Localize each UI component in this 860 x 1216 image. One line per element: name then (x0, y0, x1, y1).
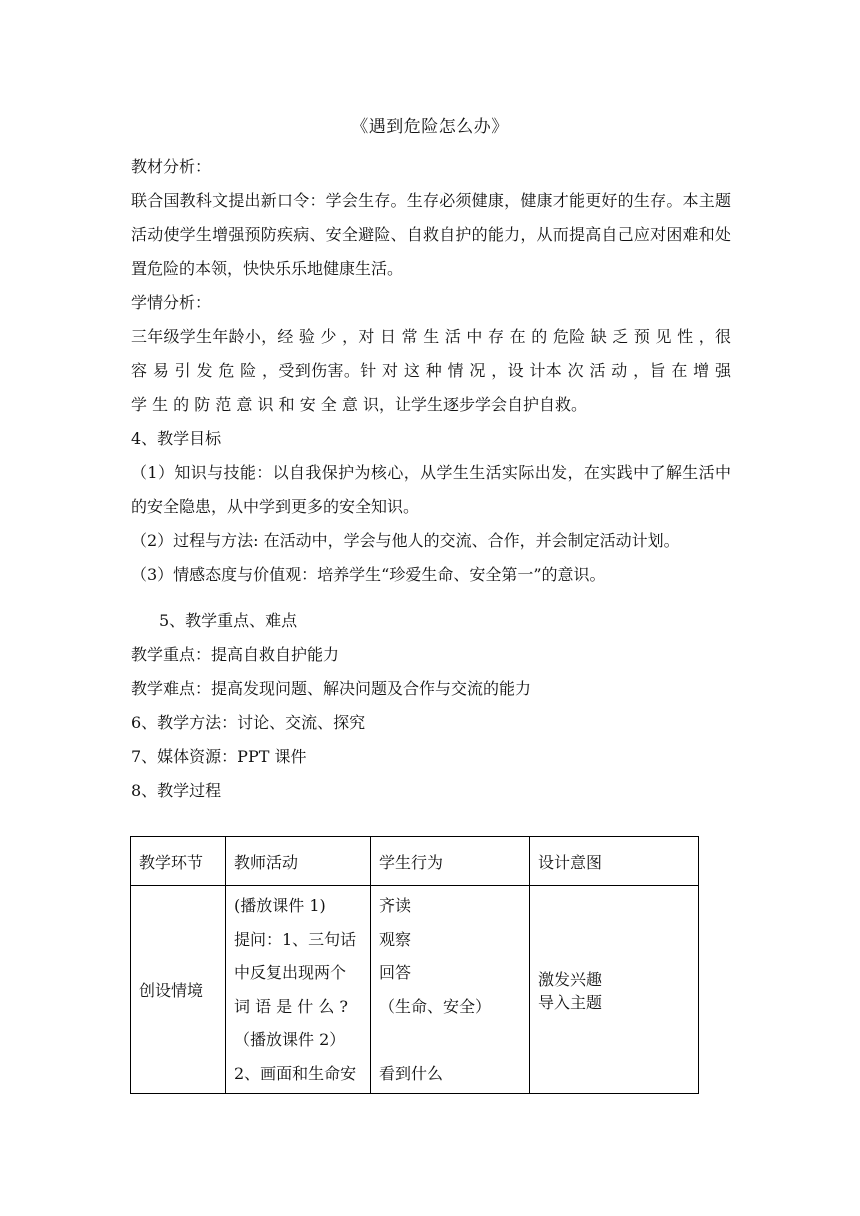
student-line: 观察 (379, 929, 412, 949)
teacher-line: 提问：1、三句话 (234, 929, 357, 949)
student-line: 看到什么 (379, 1063, 444, 1083)
goal-knowledge-skills: （1）知识与技能：以自我保护为核心，从学生生活实际出发，在实践中了解生活中的安全隐患，从中学到更多的安全知识。 (131, 463, 731, 516)
header-teacher-activity: 教师活动 (226, 837, 371, 886)
paragraph-textbook-analysis: 联合国教科文提出新口令：学会生存。生存必须健康，健康才能更好的生存。本主题活动使学生增强预防疾病、安全避险、自救自护的能力，从而提高自己应对困难和处置危险的本领，快快乐乐地健康生活。 (131, 191, 731, 278)
student-line (379, 1023, 521, 1057)
header-stage: 教学环节 (131, 837, 226, 886)
goal-emotion-values: （3）情感态度与价值观：培养学生“珍爱生命、安全第一”的意识。 (131, 565, 606, 584)
document-body (131, 150, 731, 808)
media-resources: 7、媒体资源：PPT 课件 (131, 747, 307, 766)
cell-stage: 创设情境 (131, 886, 226, 1094)
document-title: 《遇到危险怎么办》 (351, 117, 509, 137)
intent-line: 导入主题 (538, 992, 603, 1012)
header-student-behavior: 学生行为 (371, 837, 530, 886)
teacher-line: 中反复出现两个 (234, 963, 347, 982)
difficult-point: 教学难点：提高发现问题、解决问题及合作与交流的能力 (131, 679, 532, 698)
heading-teaching-process: 8、教学过程 (131, 781, 222, 800)
heading-key-points: 5、教学重点、难点 (159, 611, 298, 630)
cell-student-behavior (371, 886, 530, 1094)
student-line: 齐读 (379, 896, 412, 915)
student-line: （生命、安全） (379, 996, 492, 1016)
key-point: 教学重点：提高自救自护能力 (131, 645, 340, 664)
intent-line: 激发兴趣 (538, 969, 603, 989)
cell-design-intent (530, 886, 699, 1094)
teaching-process-table (130, 836, 699, 1094)
goal-process-method: （2）过程与方法: 在活动中，学会与他人的交流、合作，并会制定活动计划。 (131, 531, 680, 550)
heading-student-analysis: 学情分析： (131, 293, 212, 312)
cell-teacher-activity (226, 886, 371, 1094)
student-line: 回答 (379, 963, 412, 982)
teacher-line: (播放课件 1) (234, 896, 326, 915)
table-header-row (131, 837, 699, 886)
teaching-methods: 6、教学方法：讨论、交流、探究 (131, 713, 366, 732)
teacher-line: 词 语 是 什 么 ? (234, 996, 349, 1016)
teacher-line: （播放课件 2） (234, 1030, 346, 1049)
heading-textbook-analysis: 教材分析： (131, 157, 212, 176)
table-row (131, 886, 699, 1094)
header-design-intent: 设计意图 (530, 837, 699, 886)
teacher-line: 2、画面和生命安 (234, 1063, 357, 1083)
paragraph-student-analysis: 三年级学生年龄小，经 验 少 ，对 日 常 生 活 中 存 在 的 危险 缺 乏 预 见 性 ，很 容 易 引 发 危 险 ，受到伤害。针 对 这 种 情 况 ，设 计本 次 活 动 ，旨 在 增 强 学 生 的 防 范 意 识 和 安 全 意 识，让学生逐步学会自护自救。 (131, 327, 731, 414)
heading-teaching-goals: 4、教学目标 (131, 429, 222, 448)
